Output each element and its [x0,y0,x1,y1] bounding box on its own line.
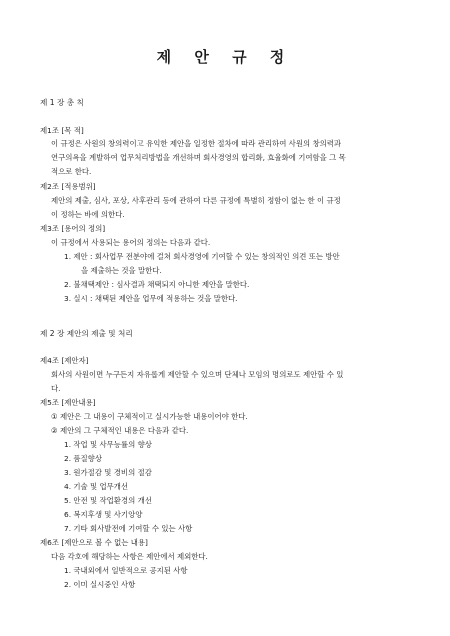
article-heading: 제5조 [제안내용] [40,398,96,407]
list-item: 3. 실시 : 채택된 제안을 업무에 적용하는 것을 말한다. [64,294,238,303]
list-item: 7. 기타 회사발전에 기여할 수 있는 사항 [64,524,193,533]
article-heading: 제1조 [목 적] [40,126,84,135]
list-item: 1. 제안 : 회사업무 전분야에 걸쳐 회사경영에 기여할 수 있는 창의적인 의견 또는 방안 [64,252,340,261]
article-heading: 제4조 [제안자] [40,356,89,365]
article-text: ① 제안은 그 내용이 구체적이고 실시가능한 내용이어야 한다. [51,412,248,421]
article-text: 다음 각호에 해당하는 사항은 제안에서 제외한다. [51,552,208,561]
article-text: 적으로 한다. [51,167,92,176]
list-item: 2. 품질향상 [64,454,102,463]
article-text: 제안의 제출, 심사, 포상, 사후관리 등에 관하여 다른 규정에 특별히 정함이 없는 한 이 규정 [51,196,341,205]
list-item: 5. 안전 및 작업환경의 개선 [64,496,152,505]
article-text: 회사의 사원이면 누구든지 자유롭게 제안할 수 있으며 단체나 모임의 명의로도 제안할 수 있 [51,370,344,379]
article-text: 이 규정은 사원의 창의력이고 유익한 제안을 일정한 절차에 따라 관리하여 사원의 창의력과 [51,139,342,148]
list-item: 2. 이미 실시중인 사항 [64,580,136,589]
article-heading: 제6조 [제안으로 볼 수 없는 내용] [40,538,148,547]
list-item: 1. 국내외에서 일반적으로 공지된 사항 [64,566,188,575]
list-item: 6. 복지후생 및 사기앙양 [64,510,143,519]
article-heading: 제3조 [용어의 정의] [40,224,106,233]
list-item: 1. 작업 및 사무능률의 향상 [64,440,152,449]
chapter-heading: 제 2 장 제안의 제출 및 처리 [40,329,133,338]
document-title: 제 안 규 정 [156,48,294,66]
list-item-continuation: 을 제출하는 것을 말한다. [81,266,162,275]
list-item: 2. 불채택제안 : 심사결과 채택되지 아니한 제안을 말한다. [64,280,250,289]
article-text: 연구의욕을 계발하여 업무처리방법을 개선하며 회사경영의 합리화, 효율화에 기여함을 그 목 [51,153,346,162]
article-text: 이 정하는 바에 의한다. [51,210,125,219]
article-text: 이 규정에서 사용되는 용어의 정의는 다음과 같다. [51,238,211,247]
article-text: 다. [51,384,61,393]
article-heading: 제2조 [적용범위] [40,182,96,191]
chapter-heading: 제 1 장 총 칙 [40,98,84,107]
list-item: 3. 원가절감 및 경비의 절감 [64,468,152,477]
article-text: ② 제안의 그 구체적인 내용은 다음과 같다. [51,426,189,435]
list-item: 4. 기술 및 업무개선 [64,482,129,491]
